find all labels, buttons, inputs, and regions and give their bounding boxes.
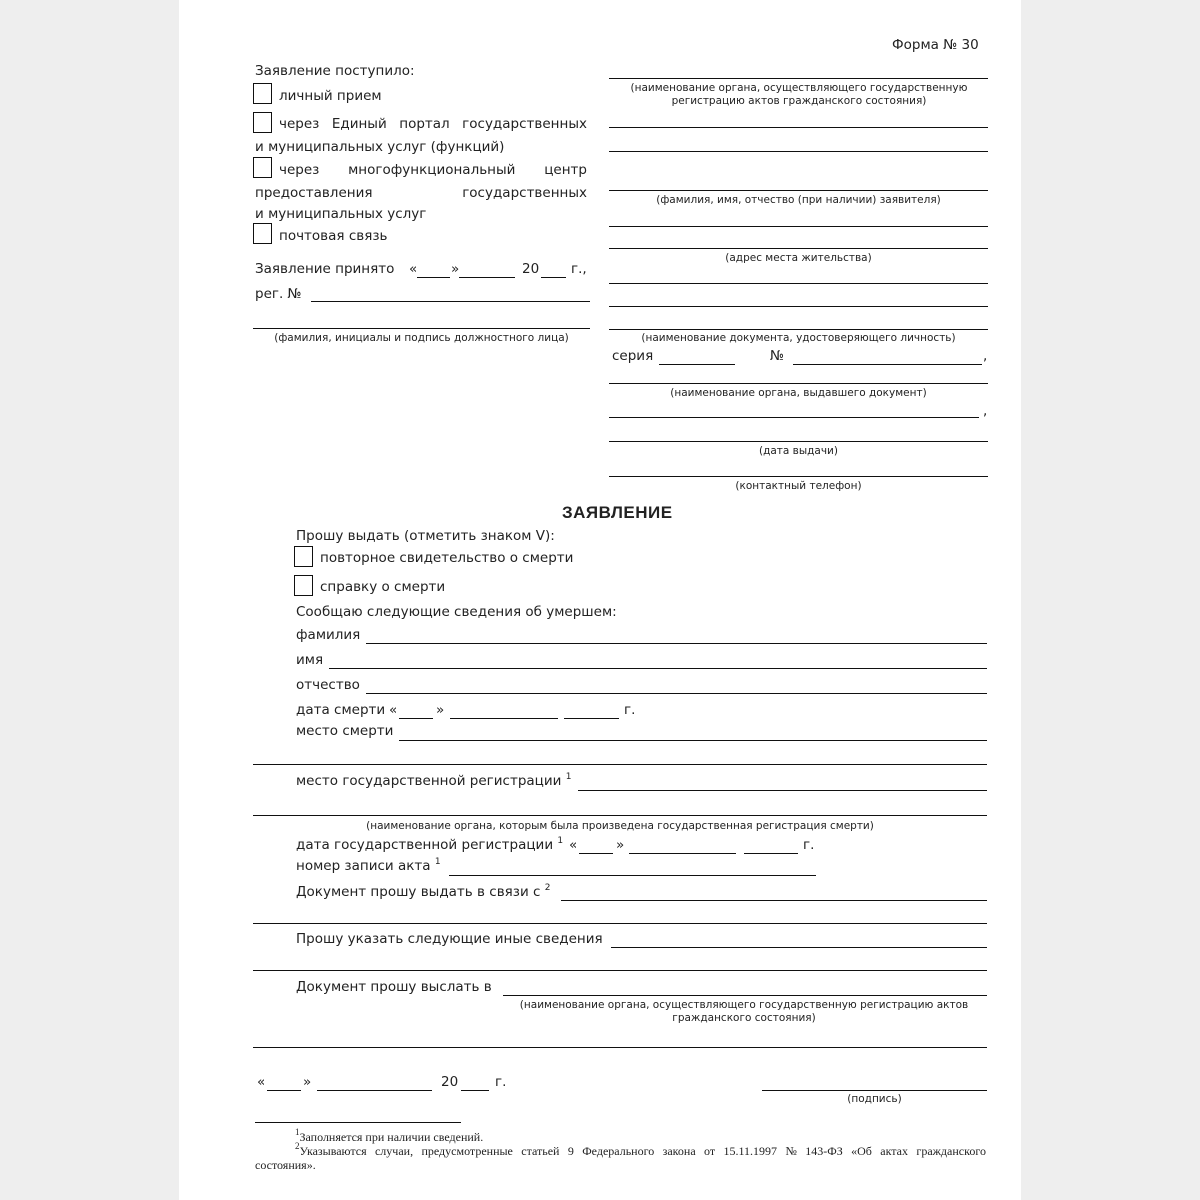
checkbox-mfc[interactable] [253, 157, 272, 178]
document-title: ЗАЯВЛЕНИЕ [562, 503, 673, 522]
official-caption: (фамилия, инициалы и подпись должностного лица) [274, 332, 569, 344]
issue-date-field[interactable] [609, 441, 988, 442]
name-label: имя [296, 652, 324, 668]
sign-year-suffix: г. [495, 1074, 507, 1090]
accepted-month-field[interactable] [459, 277, 515, 278]
series-comma: , [983, 348, 988, 364]
checkbox-repeat-certificate[interactable] [294, 546, 313, 567]
applicant-name-field-3[interactable] [609, 190, 988, 191]
applicant-name-field-2[interactable] [609, 151, 988, 152]
sign-year-prefix: 20 [441, 1074, 459, 1090]
applicant-name-caption: (фамилия, имя, отчество (при наличии) заявителя) [656, 194, 941, 206]
reg-date-quote-close: » [616, 837, 625, 853]
reg-place-field-1[interactable] [578, 790, 987, 791]
id-doc-caption: (наименование документа, удостоверяющего личность) [641, 332, 956, 344]
sign-day-field[interactable] [267, 1090, 301, 1091]
doc-number-label: № [770, 348, 785, 364]
reg-place-label: место государственной регистрации $^1$ [296, 772, 572, 789]
sign-year-field[interactable] [461, 1090, 489, 1091]
address-caption: (адрес места жительства) [725, 252, 872, 264]
signature-caption: (подпись) [847, 1093, 902, 1105]
option-mfc-label-line1: через многофункциональный центр [279, 162, 587, 178]
death-date-year-suffix: г. [624, 702, 636, 718]
option-repeat-certificate-label: повторное свидетельство о смерти [320, 550, 574, 566]
option-death-reference-label: справку о смерти [320, 579, 446, 595]
deceased-info-intro: Сообщаю следующие сведения об умершем: [296, 604, 617, 620]
signature-field[interactable] [762, 1090, 987, 1091]
accepted-quote-open: « [409, 261, 418, 277]
reg-year-field[interactable] [744, 853, 798, 854]
accepted-year-field[interactable] [541, 277, 566, 278]
sign-date-quote-open: « [257, 1074, 266, 1090]
request-intro: Прошу выдать (отметить знаком V): [296, 528, 555, 544]
accepted-year-suffix: г., [571, 261, 587, 277]
reg-number-field[interactable] [311, 301, 590, 302]
series-label: серия [612, 348, 654, 364]
accepted-label: Заявление принято [255, 261, 395, 277]
issue-reason-field-1[interactable] [561, 900, 987, 901]
reg-month-field[interactable] [629, 853, 736, 854]
registry-organ-caption: (наименование органа, осуществляющего государственную регистрацию актов гражданского состояния) [630, 82, 968, 107]
reg-date-quote-open: « [569, 837, 578, 853]
form-number: Форма № 30 [892, 37, 979, 53]
address-field-1[interactable] [609, 226, 988, 227]
option-mfc-label-line3: и муниципальных услуг [255, 206, 427, 222]
official-signature-field[interactable] [253, 328, 590, 329]
series-field[interactable] [659, 364, 735, 365]
footnote-1: $^1$Заполняется при наличии сведений. [295, 1127, 484, 1144]
registry-organ-field[interactable] [609, 78, 988, 79]
checkbox-portal[interactable] [253, 112, 272, 133]
death-day-field[interactable] [399, 718, 433, 719]
applicant-name-field-1[interactable] [609, 127, 988, 128]
checkbox-post[interactable] [253, 223, 272, 244]
option-portal-label-line2: и муниципальных услуг (функций) [255, 139, 505, 155]
send-to-caption: (наименование органа, осуществляющего государственную регистрацию актов гражданского состояния) [519, 999, 969, 1024]
reg-date-label: дата государственной регистрации $^1$ [296, 836, 564, 853]
issue-reason-field-2[interactable] [253, 923, 987, 924]
reg-number-label: рег. № [255, 286, 302, 302]
reg-day-field[interactable] [579, 853, 613, 854]
issue-reason-label: Документ прошу выдать в связи с $^2$ [296, 883, 551, 900]
option-portal-label-line1: через Единый портал государственных [279, 116, 587, 132]
death-date-quote-close: » [436, 702, 445, 718]
death-date-quote-open: « [389, 702, 398, 718]
reg-date-year-suffix: г. [803, 837, 815, 853]
accepted-quote-close: » [451, 261, 460, 277]
name-field[interactable] [329, 668, 987, 669]
doc-number-field[interactable] [793, 364, 982, 365]
death-year-field[interactable] [564, 718, 619, 719]
record-number-field[interactable] [449, 875, 816, 876]
reg-place-field-2[interactable] [253, 815, 987, 816]
option-post-label: почтовая связь [279, 228, 388, 244]
accepted-year-prefix: 20 [522, 261, 540, 277]
patronymic-label: отчество [296, 677, 360, 693]
send-to-field-1[interactable] [503, 995, 987, 996]
send-to-field-2[interactable] [253, 1047, 987, 1048]
address-field-2[interactable] [609, 248, 988, 249]
footnote-separator [255, 1122, 461, 1123]
death-place-label: место смерти [296, 723, 394, 739]
checkbox-personal[interactable] [253, 83, 272, 104]
patronymic-field[interactable] [366, 693, 987, 694]
issuer-comma: , [983, 403, 988, 419]
reg-organ-caption: (наименование органа, которым была произведена государственная регистрация смерти) [366, 820, 874, 832]
issue-date-caption: (дата выдачи) [759, 445, 838, 457]
phone-caption: (контактный телефон) [735, 480, 862, 492]
received-label: Заявление поступило: [255, 63, 415, 79]
other-info-field-1[interactable] [611, 947, 987, 948]
other-info-label: Прошу указать следующие иные сведения [296, 931, 603, 947]
death-place-field-1[interactable] [399, 740, 987, 741]
sign-month-field[interactable] [317, 1090, 432, 1091]
id-doc-field-1[interactable] [609, 283, 988, 284]
death-place-field-2[interactable] [253, 764, 987, 765]
sign-date-quote-close: » [303, 1074, 312, 1090]
surname-field[interactable] [366, 643, 987, 644]
footnote-2-line1: $^2$Указываются случаи, предусмотренные статьей 9 Федерального закона от 15.11.1997 № 143-ФЗ «Об актах гражданского [295, 1141, 986, 1158]
record-number-label: номер записи акта $^1$ [296, 857, 441, 874]
option-mfc-label-line2: предоставления государственных [255, 185, 587, 201]
option-personal-label: личный прием [279, 88, 382, 104]
issuer-caption: (наименование органа, выдавшего документ) [670, 387, 927, 399]
id-doc-field-3[interactable] [609, 329, 988, 330]
send-to-label: Документ прошу выслать в [296, 979, 492, 995]
id-doc-field-2[interactable] [609, 306, 988, 307]
issuer-field-1[interactable] [609, 383, 988, 384]
form-sheet [179, 0, 1021, 1200]
other-info-field-2[interactable] [253, 970, 987, 971]
issuer-field-2[interactable] [609, 417, 979, 418]
footnote-2-line2: состояния». [255, 1158, 316, 1172]
death-date-label: дата смерти [296, 702, 386, 718]
checkbox-death-reference[interactable] [294, 575, 313, 596]
phone-field[interactable] [609, 476, 988, 477]
death-month-field[interactable] [450, 718, 558, 719]
surname-label: фамилия [296, 627, 361, 643]
accepted-day-field[interactable] [417, 277, 450, 278]
